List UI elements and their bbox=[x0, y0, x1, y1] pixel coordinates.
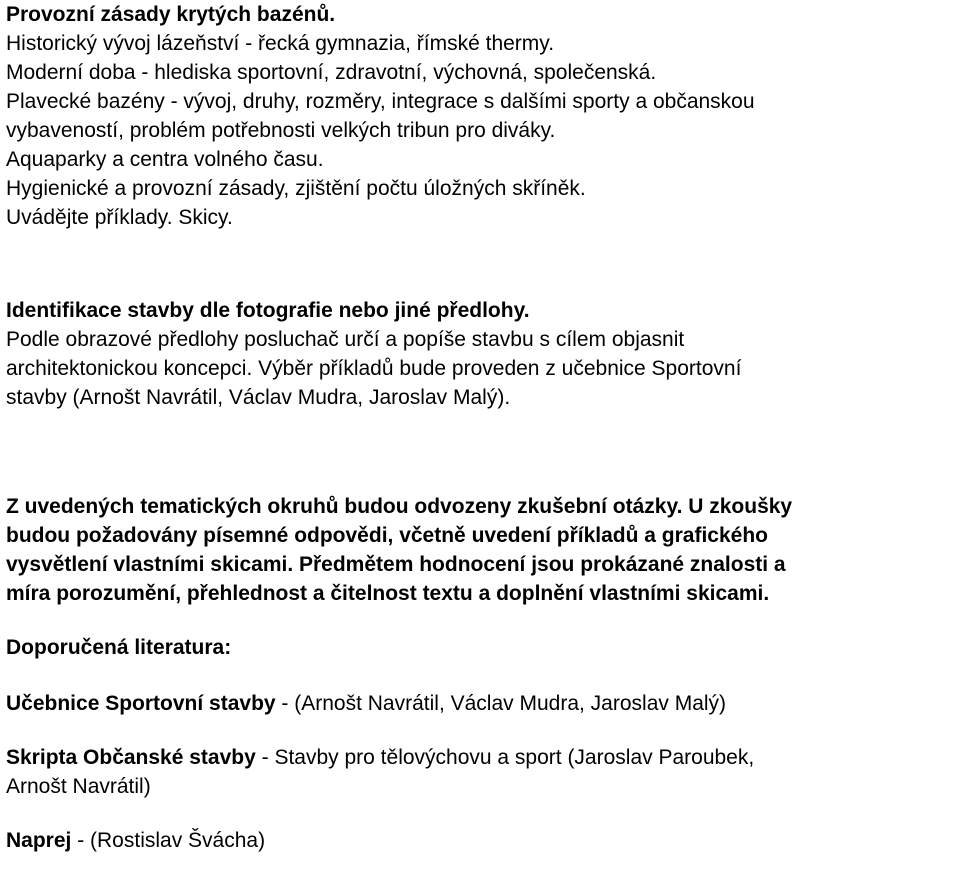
text-line: Uvádějte příklady. Skicy. bbox=[6, 206, 233, 229]
literature-item-title: Naprej bbox=[6, 829, 72, 852]
text-line: Podle obrazové předlohy posluchač určí a popíše stavbu s cílem objasnit bbox=[6, 328, 685, 351]
text-line: architektonickou koncepci. Výběr příkladů bude proveden z učebnice Sportovní bbox=[6, 357, 742, 380]
section-identification bbox=[6, 296, 954, 412]
literature-item-title: Učebnice Sportovní stavby bbox=[6, 692, 276, 715]
section-exam-info bbox=[6, 492, 954, 608]
text-line: vybaveností, problém potřebnosti velkých tribun pro diváky. bbox=[6, 119, 556, 142]
text-line: Hygienické a provozní zásady, zjištění počtu úložných skříněk. bbox=[6, 177, 586, 200]
text-line: stavby (Arnošt Navrátil, Václav Mudra, Jaroslav Malý). bbox=[6, 386, 511, 409]
literature-item-authors: - (Arnošt Navrátil, Václav Mudra, Jaroslav Malý) bbox=[275, 692, 727, 715]
literature-item-title: Skripta Občanské stavby bbox=[6, 746, 256, 769]
literature-item-authors: Arnošt Navrátil) bbox=[6, 775, 151, 798]
text-line: Aquaparky a centra volného času. bbox=[6, 148, 324, 171]
literature-heading: Doporučená literatura: bbox=[6, 636, 232, 659]
section-title: Provozní zásady krytých bazénů. bbox=[6, 3, 336, 26]
literature-item-authors: - (Rostislav Švácha) bbox=[71, 829, 266, 852]
text-line: Z uvedených tematických okruhů budou odvozeny zkušební otázky. U zkoušky bbox=[6, 495, 793, 518]
section-title: Identifikace stavby dle fotografie nebo jiné předlohy. bbox=[6, 299, 530, 322]
literature-item-script bbox=[6, 743, 954, 801]
text-line: míra porozumění, přehlednost a čitelnost textu a doplnění vlastními skicami. bbox=[6, 582, 770, 605]
text-line: Plavecké bazény - vývoj, druhy, rozměry, integrace s dalšími sporty a občanskou bbox=[6, 90, 755, 113]
literature-item-textbook bbox=[6, 689, 954, 718]
text-line: vysvětlení vlastními skicami. Předmětem hodnocení jsou prokázané znalosti a bbox=[6, 553, 786, 576]
text-line: Historický vývoj lázeňství - řecká gymnazia, římské thermy. bbox=[6, 32, 555, 55]
section-swimming-pools bbox=[6, 0, 954, 232]
literature-item-naprej bbox=[6, 826, 954, 855]
literature-item-description: - Stavby pro tělovýchovu a sport (Jaroslav Paroubek, bbox=[255, 746, 755, 769]
text-line: budou požadovány písemné odpovědi, včetně uvedení příkladů a grafického bbox=[6, 524, 768, 547]
text-line: Moderní doba - hlediska sportovní, zdravotní, výchovná, společenská. bbox=[6, 61, 657, 84]
